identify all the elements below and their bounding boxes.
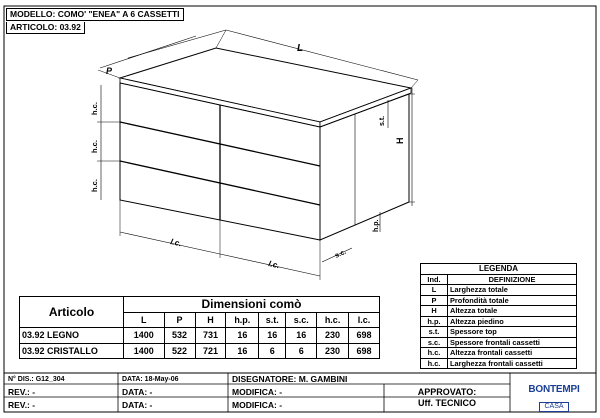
col-header-sc: s.c. bbox=[286, 312, 317, 328]
col-header-hp: h.p. bbox=[226, 312, 259, 328]
legend-table bbox=[420, 263, 577, 369]
cell: 6 bbox=[259, 343, 286, 359]
cell: 532 bbox=[164, 328, 195, 344]
logo-sub: CASA bbox=[539, 402, 568, 412]
cell: 731 bbox=[195, 328, 226, 344]
legend-ind: L bbox=[421, 285, 448, 296]
revision-date-1: DATA: - bbox=[122, 387, 153, 397]
hc-label-top: h.c. bbox=[90, 102, 99, 115]
modification-2: MODIFICA: - bbox=[232, 400, 283, 410]
table-row bbox=[20, 328, 380, 344]
legend-def: Altezza totale bbox=[448, 306, 577, 317]
cell: 721 bbox=[195, 343, 226, 359]
cell: 522 bbox=[164, 343, 195, 359]
legend-col-ind: Ind. bbox=[421, 274, 448, 285]
row-name: 03.92 CRISTALLO bbox=[20, 343, 124, 359]
col-header-hc: h.c. bbox=[317, 312, 349, 328]
model-title: MODELLO: COMO' "ENEA" A 6 CASSETTI bbox=[6, 8, 184, 21]
cell: 6 bbox=[286, 343, 317, 359]
col-header-H: H bbox=[195, 312, 226, 328]
legend-row bbox=[421, 306, 577, 317]
legend-ind: P bbox=[421, 295, 448, 306]
drawing-date: DATA: 18-May-06 bbox=[122, 376, 179, 383]
revision-2: REV.: - bbox=[8, 400, 36, 410]
legend-row bbox=[421, 337, 577, 348]
col-header-lc: l.c. bbox=[349, 312, 380, 328]
hc-label-bottom: h.c. bbox=[90, 179, 99, 192]
legend-ind: h.c. bbox=[421, 358, 448, 369]
logo-brand: BONTEMPI bbox=[528, 384, 580, 395]
row-name: 03.92 LEGNO bbox=[20, 328, 124, 344]
legend-def: Larghezza frontali cassetti bbox=[448, 358, 577, 369]
legend-def: Spessore top bbox=[448, 327, 577, 338]
legend-ind: h.p. bbox=[421, 316, 448, 327]
articolo-header: Articolo bbox=[20, 297, 124, 328]
col-header-st: s.t. bbox=[259, 312, 286, 328]
cell: 1400 bbox=[124, 343, 165, 359]
legend-def: Altezza frontali cassetti bbox=[448, 348, 577, 359]
legend-def: Spessore frontali cassetti bbox=[448, 337, 577, 348]
sc-label: s.c. bbox=[333, 248, 348, 260]
legend-row bbox=[421, 316, 577, 327]
legend-def: Larghezza totale bbox=[448, 285, 577, 296]
legend-title: LEGENDA bbox=[421, 264, 577, 275]
dimensions-title: Dimensioni comò bbox=[124, 297, 380, 313]
revision-1: REV.: - bbox=[8, 387, 36, 397]
bontempi-logo bbox=[520, 384, 588, 410]
legend-def: Altezza piedino bbox=[448, 316, 577, 327]
modification-1: MODIFICA: - bbox=[232, 387, 283, 397]
legend-row bbox=[421, 358, 577, 369]
approved-label: APPROVATO: bbox=[417, 387, 477, 397]
legend-ind: H bbox=[421, 306, 448, 317]
revision-date-2: DATA: - bbox=[122, 400, 153, 410]
cell: 16 bbox=[226, 328, 259, 344]
legend-ind: s.t. bbox=[421, 327, 448, 338]
article-code: ARTICOLO: 03.92 bbox=[6, 22, 85, 34]
cell: 1400 bbox=[124, 328, 165, 344]
st-label: s.t. bbox=[379, 115, 386, 126]
cell: 230 bbox=[317, 343, 349, 359]
approved-by: Uff. TECNICO bbox=[418, 398, 476, 408]
legend-ind: s.c. bbox=[421, 337, 448, 348]
cell: 698 bbox=[349, 328, 380, 344]
designer: DISEGNATORE: M. GAMBINI bbox=[232, 374, 348, 384]
lc-label-right: l.c. bbox=[267, 259, 281, 271]
drawing-number: N° DIS.: G12_304 bbox=[8, 376, 65, 383]
legend-ind: h.c. bbox=[421, 348, 448, 359]
legend-row bbox=[421, 285, 577, 296]
H-label: H bbox=[395, 137, 405, 144]
legend-col-def: DEFINIZIONE bbox=[448, 274, 577, 285]
cell: 16 bbox=[226, 343, 259, 359]
dimensions-table bbox=[19, 296, 380, 359]
legend-def: Profondità totale bbox=[448, 295, 577, 306]
hc-label-middle: h.c. bbox=[90, 140, 99, 153]
L-label: L bbox=[297, 43, 304, 54]
legend-row bbox=[421, 295, 577, 306]
hp-label: h.p. bbox=[373, 219, 380, 232]
cell: 698 bbox=[349, 343, 380, 359]
table-row bbox=[20, 343, 380, 359]
legend-row bbox=[421, 327, 577, 338]
col-header-P: P bbox=[164, 312, 195, 328]
col-header-L: L bbox=[124, 312, 165, 328]
lc-label-left: l.c. bbox=[169, 237, 183, 249]
cell: 16 bbox=[259, 328, 286, 344]
cell: 16 bbox=[286, 328, 317, 344]
P-label: P bbox=[106, 66, 113, 76]
cell: 230 bbox=[317, 328, 349, 344]
legend-row bbox=[421, 348, 577, 359]
